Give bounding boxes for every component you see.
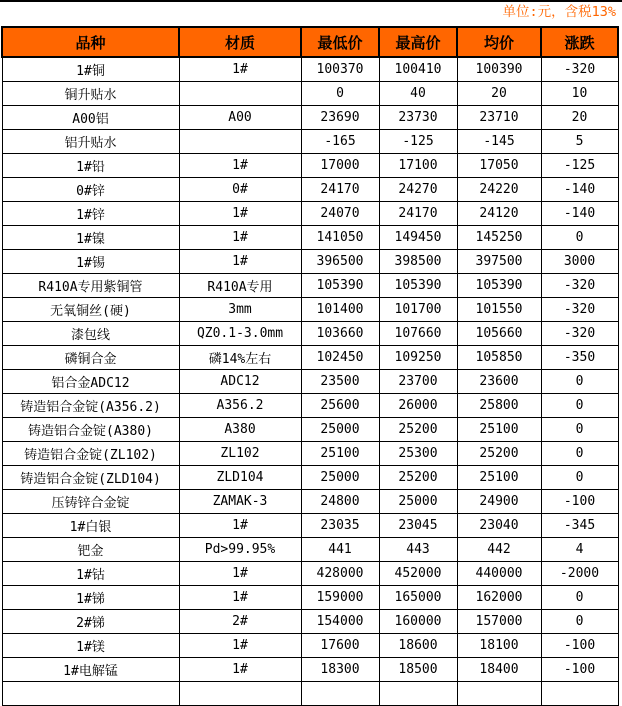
cell-change[interactable]: 0 — [541, 442, 618, 466]
cell-high[interactable]: 25300 — [379, 442, 457, 466]
cell-low[interactable]: 24070 — [301, 202, 379, 226]
cell-change[interactable]: 10 — [541, 82, 618, 106]
cell-low[interactable]: 101400 — [301, 298, 379, 322]
cell-material[interactable]: 1# — [179, 250, 301, 274]
cell-high[interactable]: 160000 — [379, 610, 457, 634]
cell-avg[interactable]: 23040 — [457, 514, 541, 538]
cell-high[interactable]: 100410 — [379, 57, 457, 82]
column-header-avg[interactable]: 均价 — [457, 27, 541, 57]
cell-avg[interactable]: 18100 — [457, 634, 541, 658]
table-row — [2, 57, 618, 82]
cell-variety[interactable]: 铝合金ADC12 — [2, 370, 179, 394]
cell-avg[interactable]: 397500 — [457, 250, 541, 274]
cell-material[interactable]: 2# — [179, 610, 301, 634]
table-row — [2, 658, 618, 682]
cell-low[interactable]: 441 — [301, 538, 379, 562]
cell-variety[interactable]: 磷铜合金 — [2, 346, 179, 370]
cell-high[interactable]: 24270 — [379, 178, 457, 202]
cell-material[interactable]: 1# — [179, 514, 301, 538]
cell-change-empty[interactable] — [541, 682, 618, 706]
cell-high[interactable]: 107660 — [379, 322, 457, 346]
cell-avg[interactable]: 442 — [457, 538, 541, 562]
table-row — [2, 370, 618, 394]
cell-avg[interactable]: 24900 — [457, 490, 541, 514]
cell-high[interactable]: 25200 — [379, 418, 457, 442]
cell-material[interactable]: 0# — [179, 178, 301, 202]
cell-low[interactable]: -165 — [301, 130, 379, 154]
cell-avg[interactable]: 25200 — [457, 442, 541, 466]
cell-high[interactable]: 17100 — [379, 154, 457, 178]
cell-low[interactable]: 23500 — [301, 370, 379, 394]
cell-variety[interactable]: 铸造铝合金锭(ZLD104) — [2, 466, 179, 490]
cell-material[interactable]: 1# — [179, 658, 301, 682]
cell-avg[interactable]: 145250 — [457, 226, 541, 250]
cell-avg[interactable]: 100390 — [457, 57, 541, 82]
cell-variety[interactable]: 1#铅 — [2, 154, 179, 178]
cell-low[interactable]: 102450 — [301, 346, 379, 370]
cell-low[interactable]: 100370 — [301, 57, 379, 82]
cell-high[interactable]: 40 — [379, 82, 457, 106]
cell-variety[interactable]: 1#电解锰 — [2, 658, 179, 682]
unit-note-label: 单位:元，含税13% — [502, 4, 616, 20]
cell-variety[interactable]: 漆包线 — [2, 322, 179, 346]
cell-change[interactable]: 5 — [541, 130, 618, 154]
cell-high[interactable]: 18500 — [379, 658, 457, 682]
cell-low[interactable]: 18300 — [301, 658, 379, 682]
cell-avg[interactable]: 25100 — [457, 418, 541, 442]
cell-avg[interactable]: 24220 — [457, 178, 541, 202]
cell-change[interactable]: -345 — [541, 514, 618, 538]
cell-high[interactable]: 101700 — [379, 298, 457, 322]
cell-avg[interactable]: 105660 — [457, 322, 541, 346]
table-row — [2, 202, 618, 226]
cell-variety[interactable]: 钯金 — [2, 538, 179, 562]
table-row — [2, 442, 618, 466]
cell-high[interactable]: 105390 — [379, 274, 457, 298]
cell-avg[interactable]: -145 — [457, 130, 541, 154]
column-header-change[interactable]: 涨跌 — [541, 27, 618, 57]
cell-change[interactable]: -320 — [541, 274, 618, 298]
partial-row — [2, 682, 618, 706]
cell-variety[interactable]: 压铸锌合金锭 — [2, 490, 179, 514]
cell-material[interactable] — [179, 82, 301, 106]
cell-high[interactable]: 109250 — [379, 346, 457, 370]
cell-change[interactable]: -100 — [541, 634, 618, 658]
cell-low[interactable]: 25000 — [301, 466, 379, 490]
cell-high[interactable]: 18600 — [379, 634, 457, 658]
cell-change[interactable]: -100 — [541, 658, 618, 682]
cell-variety[interactable]: A00铝 — [2, 106, 179, 130]
cell-variety[interactable]: 铸造铝合金锭(ZL102) — [2, 442, 179, 466]
cell-low[interactable]: 23035 — [301, 514, 379, 538]
cell-material[interactable]: 1# — [179, 202, 301, 226]
cell-low[interactable]: 25600 — [301, 394, 379, 418]
table-row — [2, 154, 618, 178]
table-row — [2, 250, 618, 274]
cell-low[interactable]: 141050 — [301, 226, 379, 250]
cell-variety[interactable]: 1#白银 — [2, 514, 179, 538]
cell-avg[interactable]: 105850 — [457, 346, 541, 370]
cell-avg[interactable]: 17050 — [457, 154, 541, 178]
table-row — [2, 130, 618, 154]
cell-avg[interactable]: 20 — [457, 82, 541, 106]
cell-material[interactable]: 1# — [179, 634, 301, 658]
cell-material[interactable]: ZLD104 — [179, 466, 301, 490]
column-header-variety[interactable]: 品种 — [2, 27, 179, 57]
cell-high[interactable]: 398500 — [379, 250, 457, 274]
cell-material[interactable]: Pd>99.95% — [179, 538, 301, 562]
cell-change[interactable]: 0 — [541, 394, 618, 418]
cell-change[interactable]: 0 — [541, 586, 618, 610]
cell-variety[interactable]: R410A专用紫铜管 — [2, 274, 179, 298]
cell-high[interactable]: 23730 — [379, 106, 457, 130]
cell-variety[interactable]: 0#锌 — [2, 178, 179, 202]
cell-avg[interactable]: 105390 — [457, 274, 541, 298]
table-row — [2, 274, 618, 298]
cell-high-empty[interactable] — [379, 682, 457, 706]
cell-avg-empty[interactable] — [457, 682, 541, 706]
cell-high[interactable]: 25000 — [379, 490, 457, 514]
table-row — [2, 586, 618, 610]
cell-high[interactable]: 443 — [379, 538, 457, 562]
cell-change[interactable]: 0 — [541, 226, 618, 250]
cell-high[interactable]: 26000 — [379, 394, 457, 418]
table-row — [2, 106, 618, 130]
cell-low[interactable]: 25100 — [301, 442, 379, 466]
table-row — [2, 466, 618, 490]
cell-change[interactable]: 0 — [541, 418, 618, 442]
cell-change[interactable]: -320 — [541, 322, 618, 346]
cell-variety[interactable]: 铸造铝合金锭(A380) — [2, 418, 179, 442]
cell-low[interactable]: 0 — [301, 82, 379, 106]
cell-low[interactable]: 154000 — [301, 610, 379, 634]
cell-change[interactable]: 0 — [541, 370, 618, 394]
cell-low[interactable]: 24170 — [301, 178, 379, 202]
table-row — [2, 610, 618, 634]
cell-material[interactable]: 1# — [179, 562, 301, 586]
cell-variety[interactable]: 1#锡 — [2, 250, 179, 274]
table-row — [2, 346, 618, 370]
cell-change[interactable]: 3000 — [541, 250, 618, 274]
cell-change[interactable]: -320 — [541, 57, 618, 82]
cell-material[interactable]: 1# — [179, 154, 301, 178]
cell-low[interactable]: 25000 — [301, 418, 379, 442]
table-row — [2, 490, 618, 514]
cell-variety-empty[interactable] — [2, 682, 179, 706]
cell-avg[interactable]: 23710 — [457, 106, 541, 130]
cell-change[interactable]: 0 — [541, 466, 618, 490]
cell-avg[interactable]: 101550 — [457, 298, 541, 322]
cell-avg[interactable]: 18400 — [457, 658, 541, 682]
cell-material[interactable]: ZAMAK-3 — [179, 490, 301, 514]
cell-avg[interactable]: 23600 — [457, 370, 541, 394]
cell-high[interactable]: 23700 — [379, 370, 457, 394]
cell-high[interactable]: 165000 — [379, 586, 457, 610]
cell-change[interactable]: -140 — [541, 202, 618, 226]
column-header-high[interactable]: 最高价 — [379, 27, 457, 57]
cell-material[interactable]: 3mm — [179, 298, 301, 322]
cell-low[interactable]: 396500 — [301, 250, 379, 274]
cell-variety[interactable]: 1#钴 — [2, 562, 179, 586]
table-row — [2, 634, 618, 658]
cell-change[interactable]: -140 — [541, 178, 618, 202]
cell-change[interactable]: -100 — [541, 490, 618, 514]
cell-change[interactable]: 4 — [541, 538, 618, 562]
cell-low[interactable]: 23690 — [301, 106, 379, 130]
cell-high[interactable]: 149450 — [379, 226, 457, 250]
cell-high[interactable]: 452000 — [379, 562, 457, 586]
cell-low[interactable]: 428000 — [301, 562, 379, 586]
cell-avg[interactable]: 440000 — [457, 562, 541, 586]
cell-avg[interactable]: 157000 — [457, 610, 541, 634]
cell-material[interactable]: 磷14%左右 — [179, 346, 301, 370]
table-row — [2, 418, 618, 442]
cell-material[interactable]: 1# — [179, 57, 301, 82]
cell-variety[interactable]: 2#锑 — [2, 610, 179, 634]
cell-material[interactable]: QZ0.1-3.0mm — [179, 322, 301, 346]
cell-variety[interactable]: 1#镍 — [2, 226, 179, 250]
metal-price-table — [1, 26, 619, 706]
cell-variety[interactable]: 铜升贴水 — [2, 82, 179, 106]
cell-change[interactable]: -125 — [541, 154, 618, 178]
cell-variety[interactable]: 铸造铝合金锭(A356.2) — [2, 394, 179, 418]
cell-avg[interactable]: 25800 — [457, 394, 541, 418]
table-row — [2, 298, 618, 322]
cell-variety[interactable]: 1#锑 — [2, 586, 179, 610]
cell-high[interactable]: -125 — [379, 130, 457, 154]
cell-low[interactable]: 17600 — [301, 634, 379, 658]
cell-variety[interactable]: 铝升贴水 — [2, 130, 179, 154]
column-header-material[interactable]: 材质 — [179, 27, 301, 57]
header-row — [2, 27, 618, 57]
cell-low[interactable]: 24800 — [301, 490, 379, 514]
table-row — [2, 82, 618, 106]
cell-high[interactable]: 24170 — [379, 202, 457, 226]
cell-high[interactable]: 25200 — [379, 466, 457, 490]
cell-material[interactable]: ZL102 — [179, 442, 301, 466]
cell-material[interactable]: 1# — [179, 586, 301, 610]
cell-low[interactable]: 105390 — [301, 274, 379, 298]
table-row — [2, 178, 618, 202]
cell-low-empty[interactable] — [301, 682, 379, 706]
cell-avg[interactable]: 25100 — [457, 466, 541, 490]
cell-variety[interactable]: 1#铜 — [2, 57, 179, 82]
cell-variety[interactable]: 1#镁 — [2, 634, 179, 658]
cell-change[interactable]: -2000 — [541, 562, 618, 586]
table-row — [2, 394, 618, 418]
cell-change[interactable]: 20 — [541, 106, 618, 130]
cell-material[interactable]: A00 — [179, 106, 301, 130]
cell-low[interactable]: 103660 — [301, 322, 379, 346]
top-divider-line — [0, 0, 622, 2]
column-header-low[interactable]: 最低价 — [301, 27, 379, 57]
cell-material[interactable]: 1# — [179, 226, 301, 250]
cell-low[interactable]: 159000 — [301, 586, 379, 610]
cell-change[interactable]: 0 — [541, 610, 618, 634]
cell-material[interactable]: A380 — [179, 418, 301, 442]
cell-avg[interactable]: 162000 — [457, 586, 541, 610]
cell-variety[interactable]: 1#锌 — [2, 202, 179, 226]
table-row — [2, 562, 618, 586]
cell-high[interactable]: 23045 — [379, 514, 457, 538]
table-body — [2, 57, 618, 706]
table-row — [2, 226, 618, 250]
table-row — [2, 514, 618, 538]
cell-material[interactable]: ADC12 — [179, 370, 301, 394]
cell-material-empty[interactable] — [179, 682, 301, 706]
cell-material[interactable]: R410A专用 — [179, 274, 301, 298]
cell-material[interactable] — [179, 130, 301, 154]
cell-material[interactable]: A356.2 — [179, 394, 301, 418]
cell-variety[interactable]: 无氧铜丝(硬) — [2, 298, 179, 322]
cell-change[interactable]: -320 — [541, 298, 618, 322]
table-row — [2, 538, 618, 562]
cell-avg[interactable]: 24120 — [457, 202, 541, 226]
table-row — [2, 322, 618, 346]
cell-low[interactable]: 17000 — [301, 154, 379, 178]
cell-change[interactable]: -350 — [541, 346, 618, 370]
